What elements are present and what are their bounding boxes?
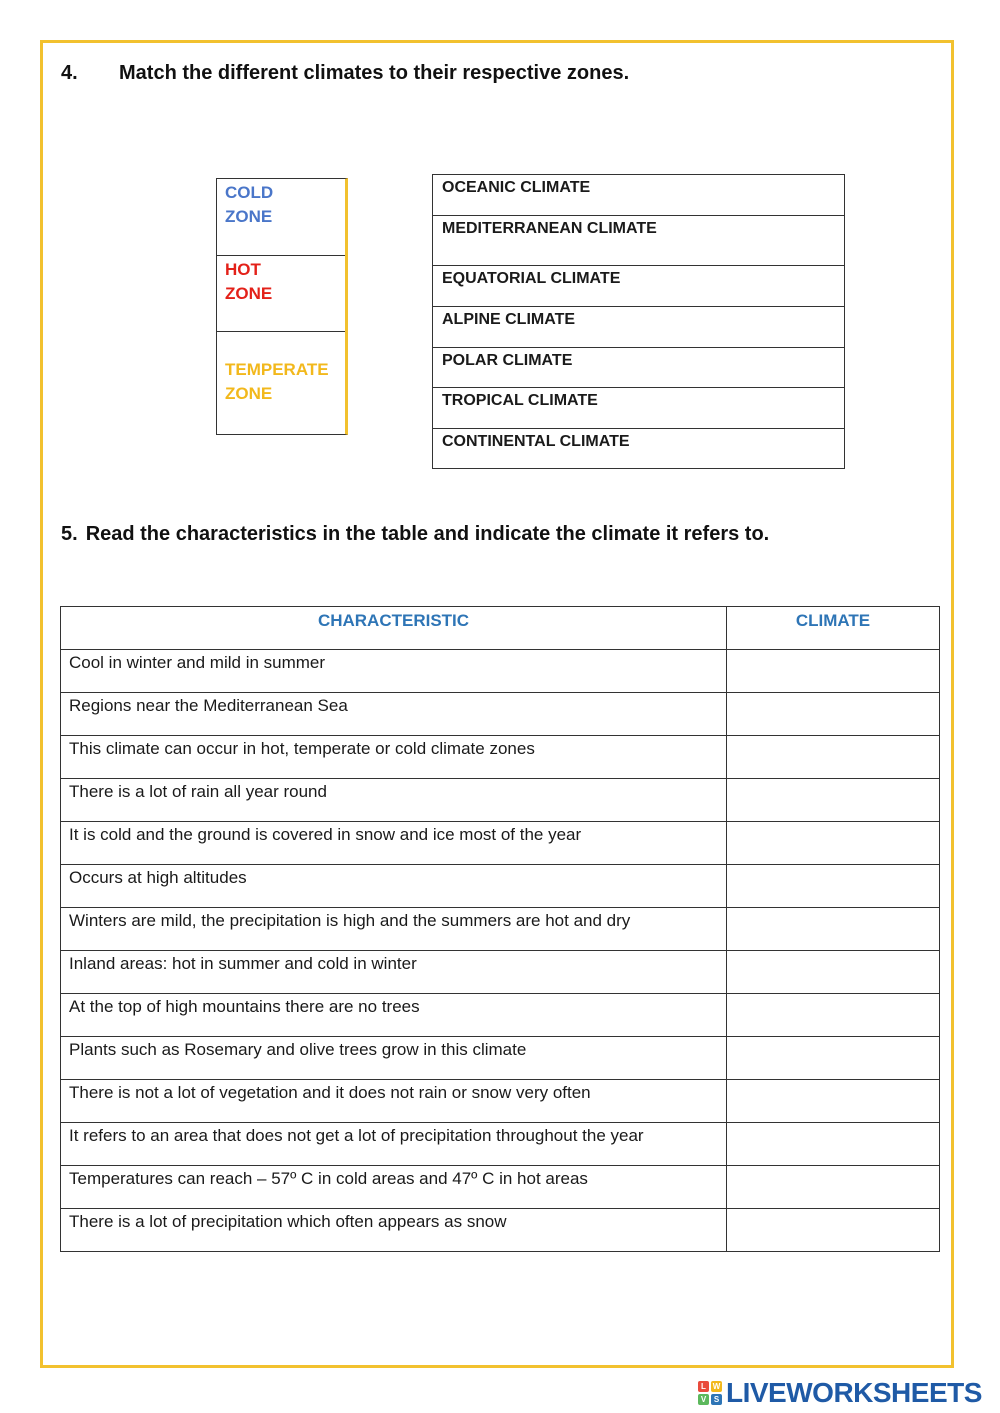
climate-item-polar[interactable]: POLAR CLIMATE <box>433 348 844 388</box>
question-4-text: Match the different climates to their respective zones. <box>119 62 630 84</box>
climates-list <box>432 174 845 469</box>
characteristic-cell: There is not a lot of vegetation and it does not rain or snow very often <box>61 1080 727 1123</box>
climate-answer-cell[interactable] <box>727 650 940 693</box>
climate-item-oceanic[interactable]: OCEANIC CLIMATE <box>433 175 844 216</box>
liveworksheets-logo-icon <box>698 1381 722 1405</box>
climate-item-mediterranean[interactable]: MEDITERRANEAN CLIMATE <box>433 216 844 266</box>
climate-answer-cell[interactable] <box>727 1123 940 1166</box>
climate-answer-cell[interactable] <box>727 779 940 822</box>
zone-hot-line2: ZONE <box>225 284 273 303</box>
zone-temperate-line1: TEMPERATE <box>225 360 329 379</box>
climate-item-alpine[interactable]: ALPINE CLIMATE <box>433 307 844 348</box>
characteristic-cell: It is cold and the ground is covered in snow and ice most of the year <box>61 822 727 865</box>
table-row <box>61 1080 940 1123</box>
characteristic-cell: At the top of high mountains there are no trees <box>61 994 727 1037</box>
climate-answer-cell[interactable] <box>727 865 940 908</box>
table-row <box>61 822 940 865</box>
characteristics-table <box>60 606 940 1252</box>
climate-answer-cell[interactable] <box>727 908 940 951</box>
characteristic-cell: This climate can occur in hot, temperate or cold climate zones <box>61 736 727 779</box>
climate-item-equatorial[interactable]: EQUATORIAL CLIMATE <box>433 266 844 307</box>
zones-box <box>216 178 348 435</box>
logo-mark-l: L <box>698 1381 709 1392</box>
climate-answer-cell[interactable] <box>727 822 940 865</box>
characteristic-cell: Inland areas: hot in summer and cold in winter <box>61 951 727 994</box>
table-row <box>61 650 940 693</box>
table-row <box>61 736 940 779</box>
question-5-title <box>61 523 769 546</box>
climate-answer-cell[interactable] <box>727 693 940 736</box>
question-4-title <box>61 62 629 85</box>
logo-mark-s: S <box>711 1394 722 1405</box>
table-row <box>61 1037 940 1080</box>
header-climate: CLIMATE <box>727 607 940 650</box>
characteristic-cell: It refers to an area that does not get a lot of precipitation throughout the year <box>61 1123 727 1166</box>
header-characteristic: CHARACTERISTIC <box>61 607 727 650</box>
zone-cold[interactable] <box>217 179 345 256</box>
climate-item-tropical[interactable]: TROPICAL CLIMATE <box>433 388 844 429</box>
characteristic-cell: Regions near the Mediterranean Sea <box>61 693 727 736</box>
table-row <box>61 1166 940 1209</box>
climate-answer-cell[interactable] <box>727 1166 940 1209</box>
climate-answer-cell[interactable] <box>727 1080 940 1123</box>
logo-mark-v: V <box>698 1394 709 1405</box>
zone-cold-line2: ZONE <box>225 207 273 226</box>
table-header-row <box>61 607 940 650</box>
logo-text: LIVEWORKSHEETS <box>726 1377 982 1408</box>
table-row <box>61 994 940 1037</box>
climate-answer-cell[interactable] <box>727 1037 940 1080</box>
characteristic-cell: Winters are mild, the precipitation is high and the summers are hot and dry <box>61 908 727 951</box>
question-5-number: 5. <box>61 523 78 545</box>
logo-mark-w: W <box>712 1382 721 1391</box>
characteristic-cell: There is a lot of precipitation which often appears as snow <box>61 1209 727 1252</box>
zone-temperate-line2: ZONE <box>225 384 273 403</box>
question-5-text: Read the characteristics in the table and indicate the climate it refers to. <box>85 523 770 545</box>
zone-hot[interactable] <box>217 256 345 332</box>
zone-temperate[interactable] <box>217 332 345 434</box>
table-row <box>61 779 940 822</box>
table-row <box>61 1209 940 1252</box>
climate-answer-cell[interactable] <box>727 994 940 1037</box>
question-4-number: 4. <box>61 62 78 84</box>
climate-answer-cell[interactable] <box>727 1209 940 1252</box>
characteristic-cell: There is a lot of rain all year round <box>61 779 727 822</box>
table-row <box>61 951 940 994</box>
characteristic-cell: Cool in winter and mild in summer <box>61 650 727 693</box>
table-row <box>61 865 940 908</box>
characteristic-cell: Plants such as Rosemary and olive trees grow in this climate <box>61 1037 727 1080</box>
climate-answer-cell[interactable] <box>727 951 940 994</box>
zone-hot-line1: HOT <box>225 260 261 279</box>
table-row <box>61 693 940 736</box>
table-row <box>61 908 940 951</box>
characteristic-cell: Occurs at high altitudes <box>61 865 727 908</box>
liveworksheets-logo[interactable] <box>698 1378 982 1408</box>
climate-answer-cell[interactable] <box>727 736 940 779</box>
table-row <box>61 1123 940 1166</box>
zone-cold-line1: COLD <box>225 183 274 202</box>
climate-item-continental[interactable]: CONTINENTAL CLIMATE <box>442 433 630 450</box>
characteristic-cell: Temperatures can reach – 57º C in cold areas and 47º C in hot areas <box>61 1166 727 1209</box>
